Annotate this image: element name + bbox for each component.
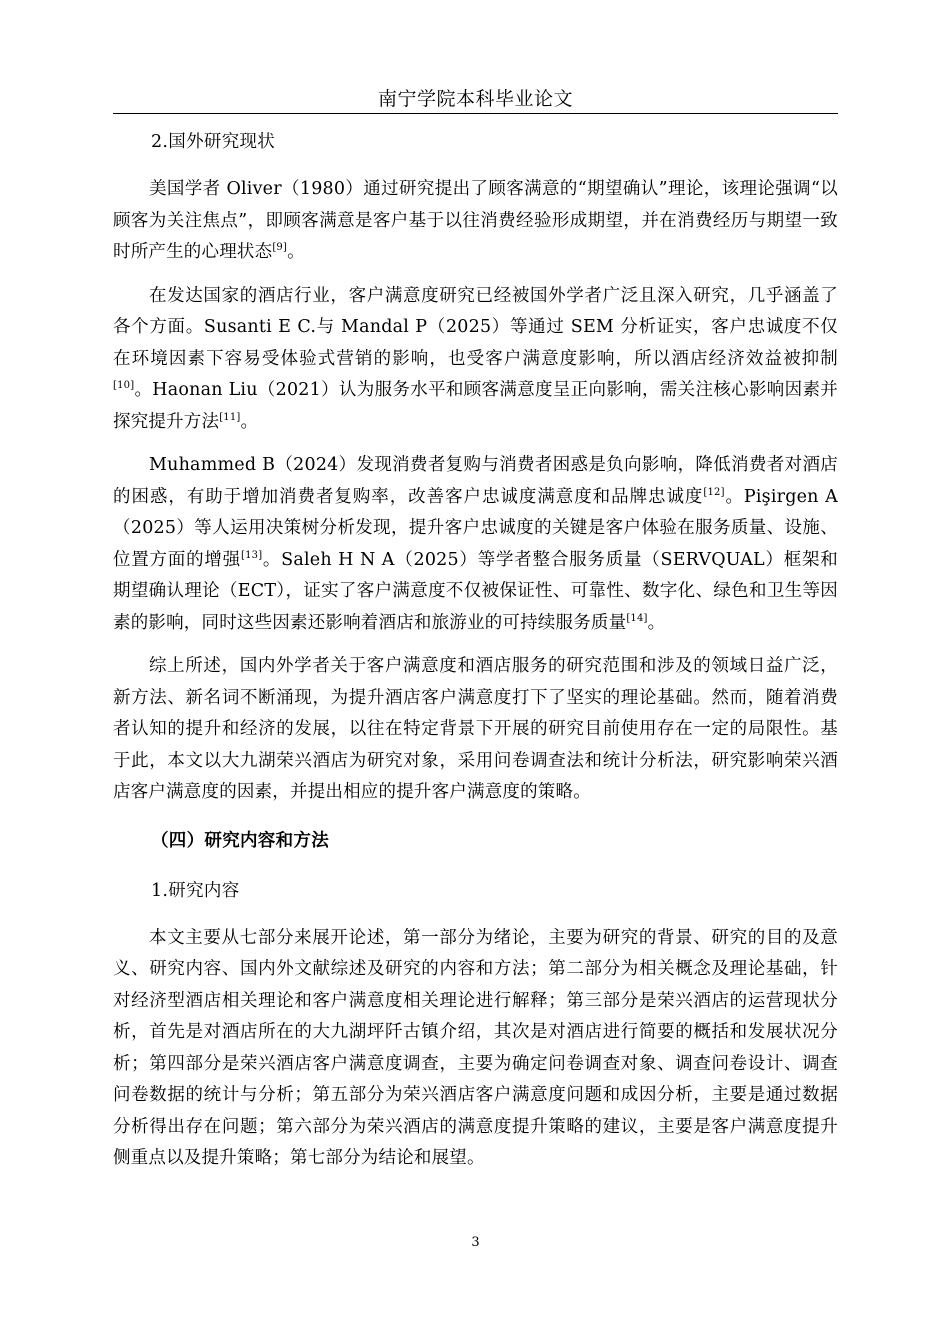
paragraph-text: 。 [647, 612, 666, 633]
paragraph-summary: 综上所述，国内外学者关于客户满意度和酒店服务的研究范围和涉及的领域日益广泛，新方法、新名词不断涌现，为提升酒店客户满意度打下了坚实的理论基础。然而，随着消费者认知的提升和经济的发展，以往在特定背景下开展的研究目前使用存在一定的局限性。基于此，本文以大九湖荣兴酒店为研究对象，采用问卷调查法和统计分析法，研究影响荣兴酒店客户满意度的因素，并提出相应的提升客户满意度的策略。 [113, 656, 838, 802]
citation-13: [13] [240, 549, 263, 561]
paragraph-muhammed [113, 450, 838, 639]
page-number: 3 [471, 1235, 480, 1250]
citation-9: [9] [272, 242, 288, 253]
citation-11: [11] [219, 411, 241, 423]
spacer [113, 438, 838, 450]
header-rule [113, 113, 838, 114]
spacer [113, 909, 838, 923]
section-heading-methods: （四）研究内容和方法 [151, 830, 329, 851]
paragraph-text: 。Haonan Liu（2021）认为服务水平和顾客满意度呈正向影响，需关注核心影响因素并探究提升方法 [113, 380, 838, 432]
paragraph-text: 。 [287, 242, 305, 262]
paragraph-text: 美国学者 Oliver（1980）通过研究提出了顾客满意的“期望确认”理论，该理论强调“以顾客为关注焦点”，即顾客满意是客户基于以往消费经验形成期望，并在消费经历与期望一致时所产生的心理状态 [113, 179, 838, 262]
citation-12: [12] [703, 486, 725, 498]
paragraph-text: 在发达国家的酒店行业，客户满意度研究已经被国外学者广泛且深入研究，几乎涵盖了各个方面。Susanti E C.与 Mandal P（2025）等通过 SEM 分析证实，客户忠诚度不仅在环境因素下容易受体验式营销的影响，也受客户满意度影响，所以酒店经济效益被抑制 [113, 285, 838, 369]
spacer [113, 269, 838, 281]
subsection-heading-content: 1.研究内容 [151, 880, 240, 901]
paragraph-developed-countries [113, 281, 838, 439]
paragraph-oliver [113, 174, 838, 269]
running-header: 南宁学院本科毕业论文 [377, 88, 573, 110]
spacer [113, 859, 838, 873]
paragraph-text: 。Pişirgen A（2025）等人运用决策树分析发现，提升客户忠诚度的关键是客户体验在服务质量、设施、位置方面的增强 [113, 486, 838, 570]
spacer [113, 639, 838, 651]
citation-10: [10] [113, 380, 135, 391]
section-heading-foreign-research: 2.国外研究现状 [151, 132, 276, 152]
spacer [113, 160, 838, 174]
paragraph-structure: 本文主要从七部分来展开论述，第一部分为绪论，主要为研究的背景、研究的目的及意义、研究内容、国内外文献综述及研究的内容和方法；第二部分为相关概念及理论基础，针对经济型酒店相关理论和客户满意度相关理论进行解释；第三部分是荣兴酒店的运营现状分析，首先是对酒店所在的大九湖坪阡古镇介绍，其次是对酒店进行简要的概括和发展状况分析；第四部分是荣兴酒店客户满意度调查，主要为确定问卷调查对象、调查问卷设计、调查问卷数据的统计与分析；第五部分为荣兴酒店客户满意度问题和成因分析，主要是通过数据分析得出存在问题；第六部分为荣兴酒店的满意度提升策略的建议，主要是客户满意度提升侧重点以及提升策略；第七部分为结论和展望。 [113, 927, 838, 1168]
paragraph-text: 。Saleh H N A（2025）等学者整合服务质量（SERVQUAL）框架和期望确认理论（ECT），证实了客户满意度不仅被保证性、可靠性、数字化、绿色和卫生等因素的影响，同时这些因素还影响着酒店和旅游业的可持续服务质量 [113, 549, 838, 633]
citation-14: [14] [626, 612, 648, 624]
paragraph-text: 。 [240, 411, 259, 432]
spacer [113, 809, 838, 823]
paragraph-text: Muhammed B（2024）发现消费者复购与消费者困惑是负向影响，降低消费者对酒店的困惑，有助于增加消费者复购率，改善客户忠诚度满意度和品牌忠诚度 [113, 455, 838, 507]
page-body [113, 124, 838, 1175]
